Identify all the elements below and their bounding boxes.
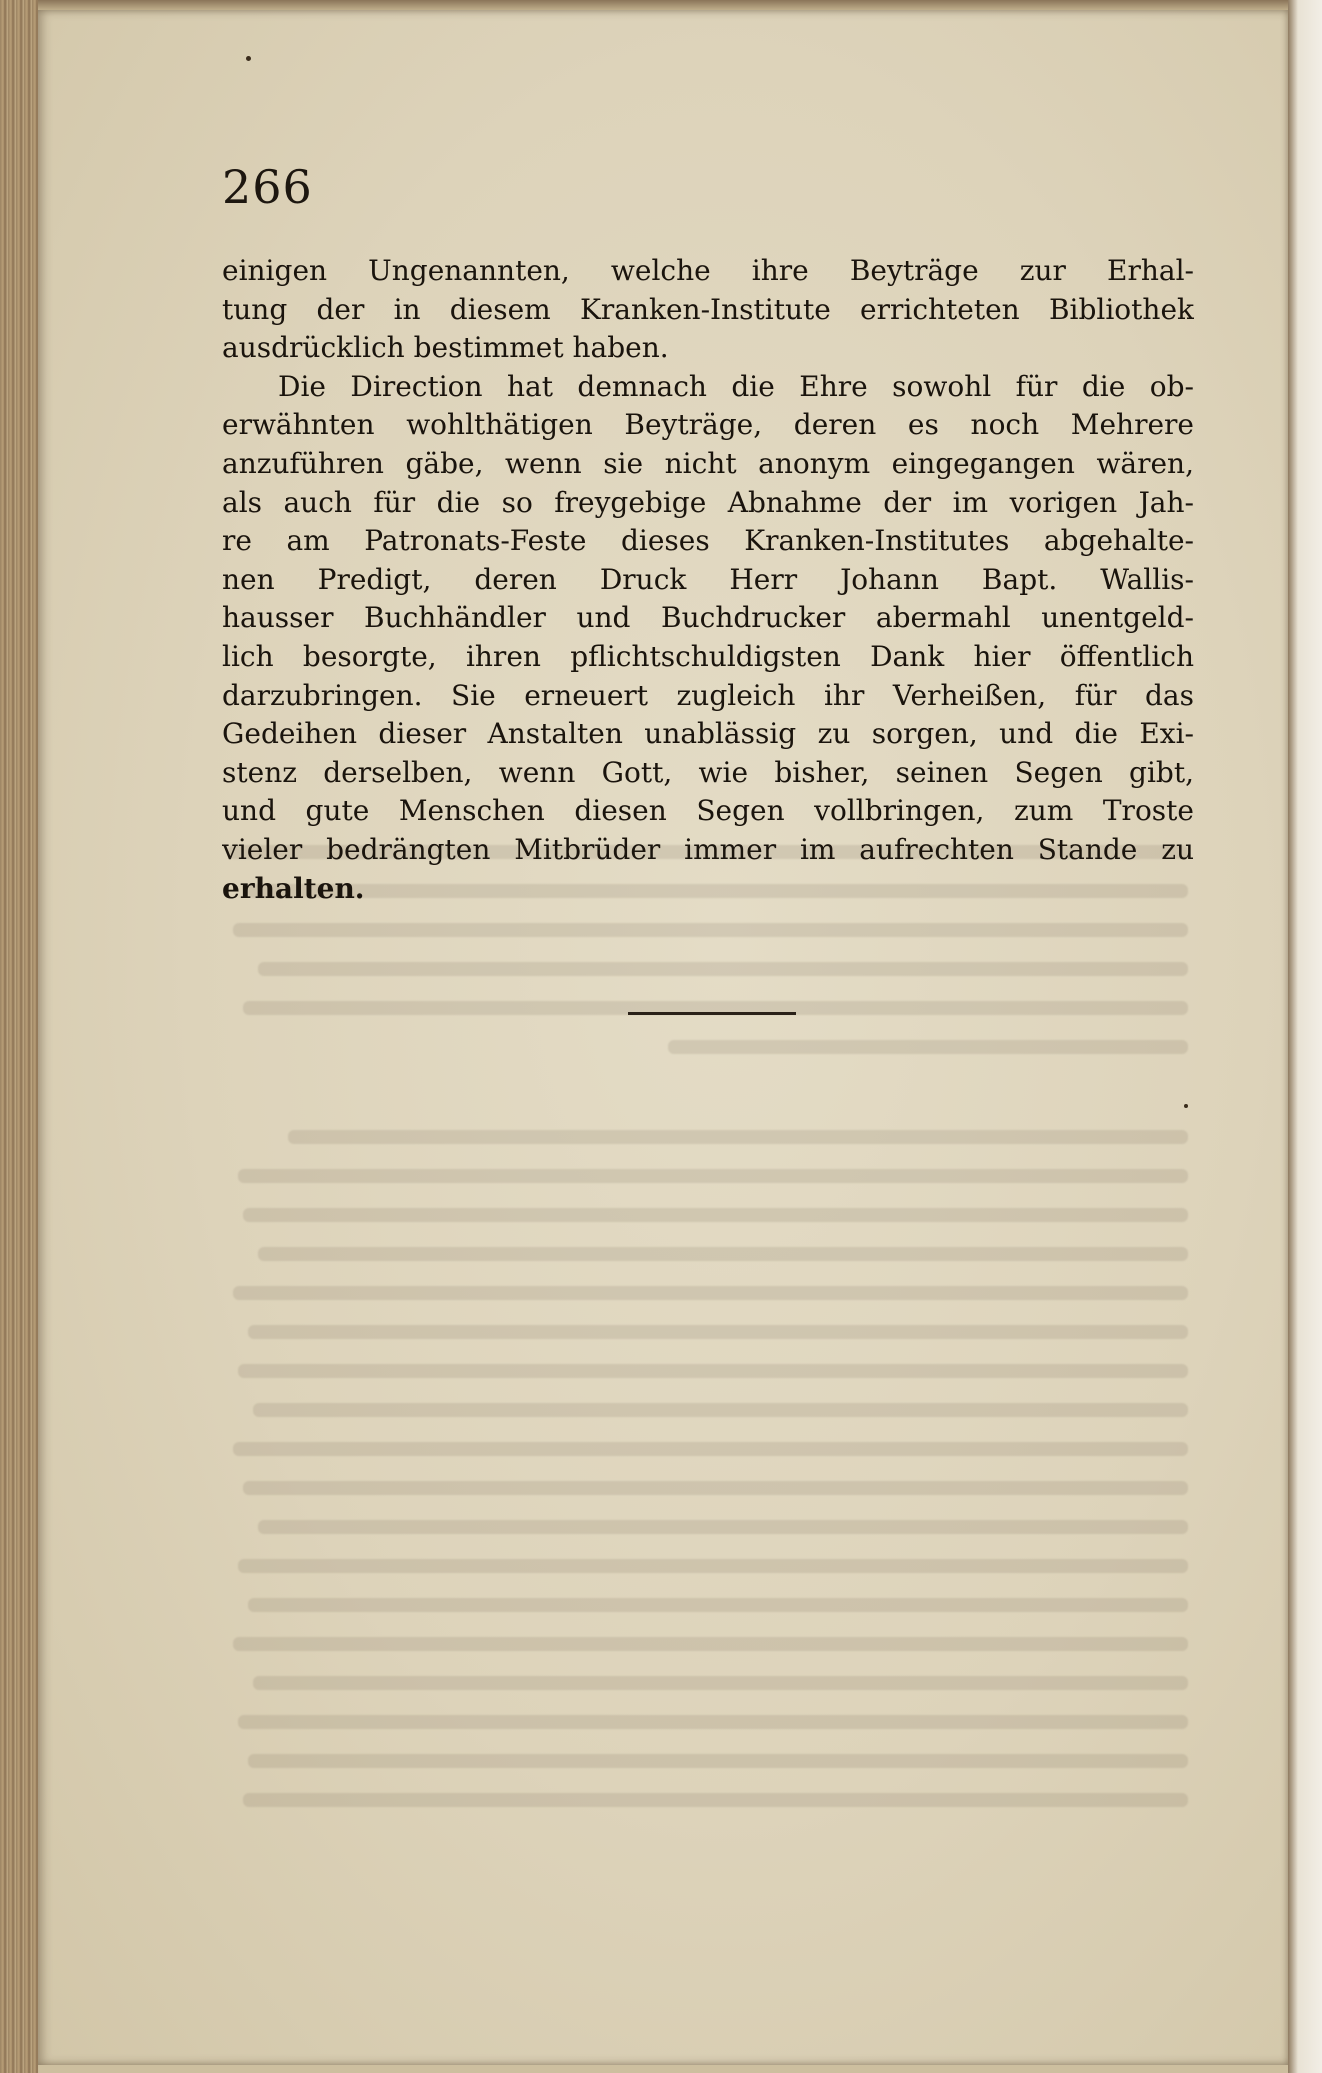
text-line: darzubringen. Sie erneuert zugleich ihr Verheißen, für das: [222, 678, 1194, 712]
text-line: ausdrücklich bestimmet haben.: [222, 331, 669, 365]
bleed-through-texture: [208, 830, 1188, 1840]
text-line: erhalten.: [222, 871, 365, 905]
text-line: re am Patronats-Feste dieses Kranken-Institutes abgehalte-: [222, 524, 1194, 558]
paragraph-2: [222, 368, 1194, 908]
text-line: als auch für die so freygebige Abnahme der im vorigen Jah-: [222, 485, 1194, 519]
text-line: hausser Buchhändler und Buchdrucker abermahl unentgeld-: [222, 601, 1194, 635]
print-speck: [246, 56, 251, 61]
text-line: einigen Ungenannten, welche ihre Beyträge zur Erhal-: [222, 254, 1194, 287]
page-number: 266: [222, 160, 313, 214]
text-line: und gute Menschen diesen Segen vollbringen, zum Troste: [222, 794, 1194, 828]
right-page-edge: [1288, 0, 1322, 2073]
text-line: erwähnten wohlthätigen Beyträge, deren es noch Mehrere: [222, 408, 1194, 442]
text-line: Gedeihen dieser Anstalten unablässig zu sorgen, und die Exi-: [222, 717, 1194, 751]
text-line: anzuführen gäbe, wenn sie nicht anonym eingegangen wären,: [222, 446, 1194, 480]
paragraph-1: [222, 252, 1194, 368]
book-spine-edge: [0, 0, 38, 2073]
section-divider: [628, 1012, 796, 1015]
text-line: stenz derselben, wenn Gott, wie bisher, seinen Segen gibt,: [222, 755, 1194, 789]
bleed-through-lines: [208, 830, 1188, 1830]
text-line: nen Predigt, deren Druck Herr Johann Bapt. Wallis-: [222, 562, 1194, 596]
text-line: vieler bedrängten Mitbrüder immer im aufrechten Stande zu: [222, 832, 1194, 866]
text-line: tung der in diesem Kranken-Institute errichteten Bibliothek: [222, 292, 1194, 326]
text-line: lich besorgte, ihren pflichtschuldigsten Dank hier öffentlich: [222, 639, 1194, 673]
main-text: [222, 252, 1194, 908]
text-line: Die Direction hat demnach die Ehre sowohl für die ob-: [278, 369, 1194, 403]
print-speck: [1184, 1104, 1188, 1108]
